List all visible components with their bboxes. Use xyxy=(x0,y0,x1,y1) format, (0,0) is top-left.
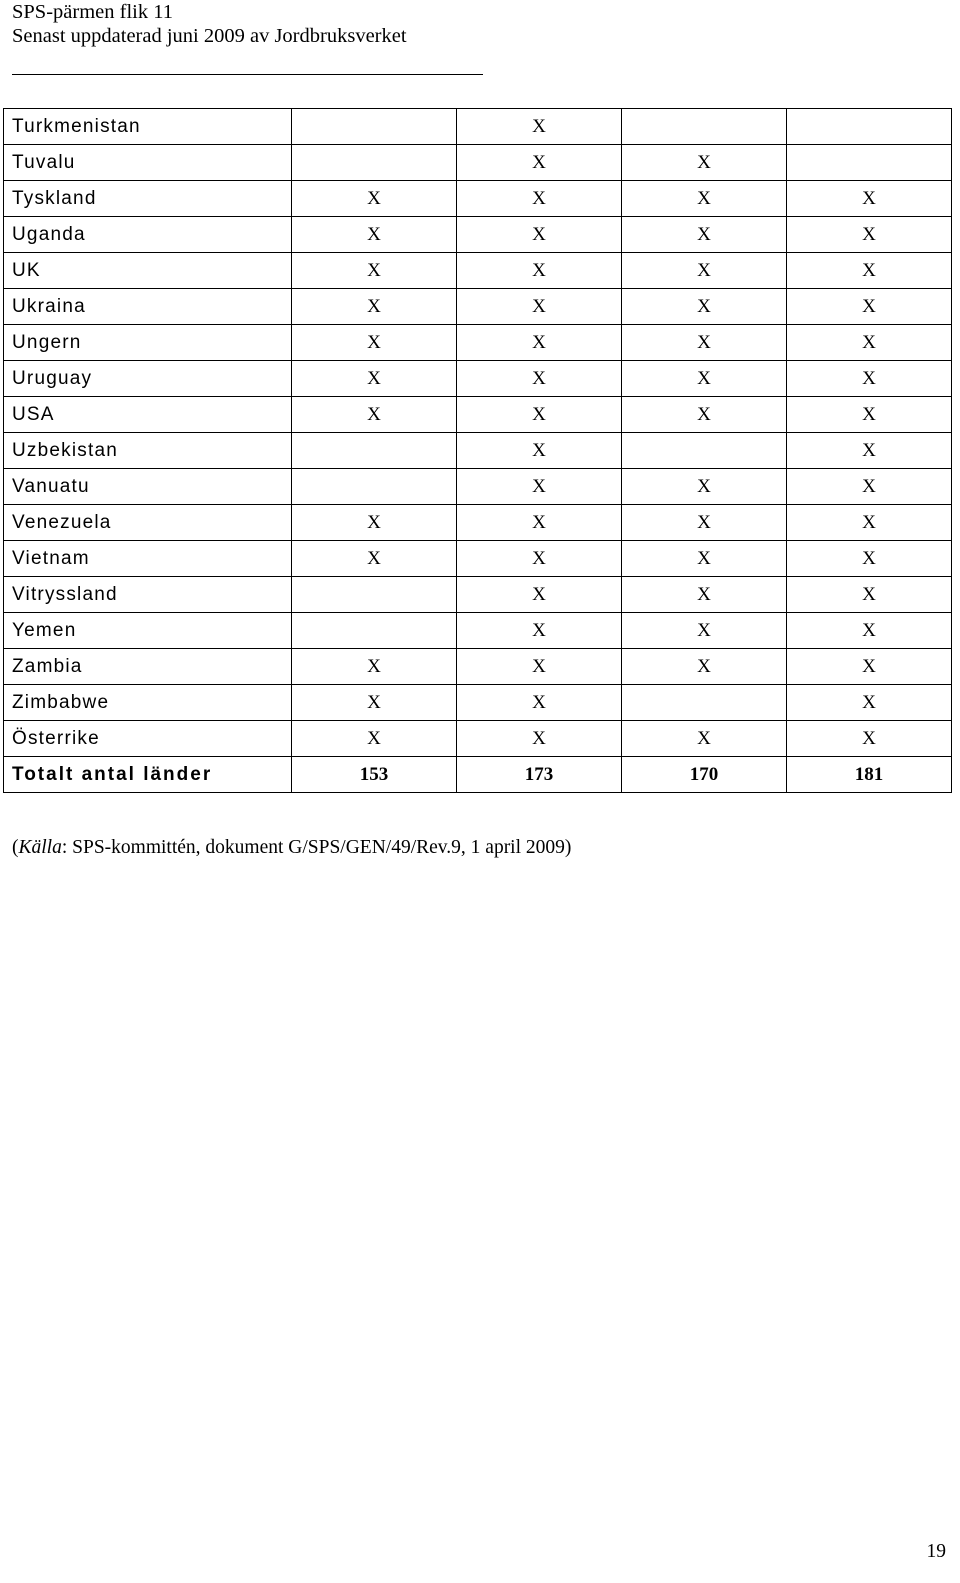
country-cell: Zimbabwe xyxy=(4,685,292,721)
mark-cell: X xyxy=(292,505,457,541)
mark-cell: X xyxy=(622,217,787,253)
mark-cell: X xyxy=(787,253,952,289)
country-cell: Uganda xyxy=(4,217,292,253)
mark-cell xyxy=(787,109,952,145)
mark-cell: X xyxy=(787,577,952,613)
table-row xyxy=(4,109,952,145)
mark-cell xyxy=(292,469,457,505)
mark-cell: X xyxy=(787,505,952,541)
mark-cell: X xyxy=(457,109,622,145)
page-header xyxy=(12,0,407,48)
mark-cell: X xyxy=(787,433,952,469)
mark-cell: X xyxy=(787,613,952,649)
mark-cell: X xyxy=(457,433,622,469)
table-row xyxy=(4,685,952,721)
mark-cell: X xyxy=(787,361,952,397)
country-cell: Tuvalu xyxy=(4,145,292,181)
mark-cell: X xyxy=(622,253,787,289)
mark-cell: X xyxy=(457,397,622,433)
table-row xyxy=(4,289,952,325)
country-cell: Turkmenistan xyxy=(4,109,292,145)
table-row xyxy=(4,577,952,613)
mark-cell: X xyxy=(457,577,622,613)
country-cell: Tyskland xyxy=(4,181,292,217)
mark-cell xyxy=(292,613,457,649)
country-cell: Venezuela xyxy=(4,505,292,541)
header-rule xyxy=(12,74,483,75)
total-row xyxy=(4,757,952,793)
total-value: 173 xyxy=(457,757,622,793)
total-label: Totalt antal länder xyxy=(4,757,292,793)
total-value: 181 xyxy=(787,757,952,793)
source-text: : SPS-kommittén, dokument G/SPS/GEN/49/Rev.9, 1 april 2009) xyxy=(61,837,572,858)
mark-cell: X xyxy=(457,541,622,577)
mark-cell: X xyxy=(457,361,622,397)
mark-cell: X xyxy=(622,181,787,217)
mark-cell: X xyxy=(292,397,457,433)
table-row xyxy=(4,361,952,397)
mark-cell: X xyxy=(292,721,457,757)
source-note xyxy=(12,837,571,859)
mark-cell: X xyxy=(457,145,622,181)
mark-cell: X xyxy=(292,253,457,289)
total-value: 153 xyxy=(292,757,457,793)
mark-cell: X xyxy=(457,181,622,217)
table-row xyxy=(4,181,952,217)
table-row xyxy=(4,541,952,577)
mark-cell: X xyxy=(292,289,457,325)
mark-cell: X xyxy=(622,613,787,649)
country-cell: Yemen xyxy=(4,613,292,649)
country-cell: Österrike xyxy=(4,721,292,757)
mark-cell: X xyxy=(622,361,787,397)
country-cell: Uruguay xyxy=(4,361,292,397)
mark-cell xyxy=(622,433,787,469)
country-cell: Uzbekistan xyxy=(4,433,292,469)
mark-cell: X xyxy=(457,613,622,649)
table-row xyxy=(4,505,952,541)
source-label: Källa xyxy=(18,837,62,858)
page-number: 19 xyxy=(926,1541,946,1562)
mark-cell xyxy=(292,577,457,613)
mark-cell: X xyxy=(787,181,952,217)
table-row xyxy=(4,469,952,505)
mark-cell: X xyxy=(787,541,952,577)
table-row xyxy=(4,217,952,253)
mark-cell xyxy=(292,109,457,145)
mark-cell: X xyxy=(622,469,787,505)
mark-cell: X xyxy=(292,649,457,685)
country-table xyxy=(3,108,952,793)
country-cell: Ungern xyxy=(4,325,292,361)
mark-cell: X xyxy=(292,181,457,217)
mark-cell: X xyxy=(787,325,952,361)
mark-cell: X xyxy=(457,685,622,721)
table-row xyxy=(4,649,952,685)
mark-cell: X xyxy=(292,325,457,361)
mark-cell: X xyxy=(292,685,457,721)
mark-cell: X xyxy=(622,325,787,361)
mark-cell: X xyxy=(787,397,952,433)
country-cell: Vitryssland xyxy=(4,577,292,613)
mark-cell: X xyxy=(622,145,787,181)
mark-cell: X xyxy=(622,721,787,757)
mark-cell: X xyxy=(787,217,952,253)
mark-cell: X xyxy=(622,505,787,541)
mark-cell: X xyxy=(457,253,622,289)
mark-cell: X xyxy=(457,721,622,757)
source-open: ( xyxy=(12,837,19,858)
header-updated: Senast uppdaterad juni 2009 av Jordbruksverket xyxy=(12,25,407,47)
mark-cell xyxy=(292,145,457,181)
table-row xyxy=(4,397,952,433)
mark-cell xyxy=(292,433,457,469)
table-row xyxy=(4,325,952,361)
table-row xyxy=(4,253,952,289)
mark-cell: X xyxy=(787,721,952,757)
country-cell: Zambia xyxy=(4,649,292,685)
header-title: SPS-pärmen flik 11 xyxy=(12,1,173,23)
country-cell: USA xyxy=(4,397,292,433)
table-body xyxy=(4,109,952,793)
mark-cell: X xyxy=(457,325,622,361)
mark-cell: X xyxy=(622,541,787,577)
table-row xyxy=(4,433,952,469)
country-cell: Vietnam xyxy=(4,541,292,577)
table-row xyxy=(4,145,952,181)
mark-cell: X xyxy=(787,649,952,685)
mark-cell: X xyxy=(787,469,952,505)
mark-cell: X xyxy=(457,649,622,685)
mark-cell: X xyxy=(622,397,787,433)
mark-cell: X xyxy=(622,577,787,613)
total-value: 170 xyxy=(622,757,787,793)
mark-cell: X xyxy=(622,289,787,325)
country-cell: Vanuatu xyxy=(4,469,292,505)
mark-cell xyxy=(622,685,787,721)
country-cell: Ukraina xyxy=(4,289,292,325)
mark-cell: X xyxy=(457,217,622,253)
country-cell: UK xyxy=(4,253,292,289)
table-row xyxy=(4,613,952,649)
mark-cell: X xyxy=(292,361,457,397)
mark-cell: X xyxy=(457,505,622,541)
mark-cell: X xyxy=(622,649,787,685)
mark-cell: X xyxy=(292,217,457,253)
mark-cell: X xyxy=(292,541,457,577)
mark-cell: X xyxy=(787,289,952,325)
mark-cell xyxy=(787,145,952,181)
table-row xyxy=(4,721,952,757)
mark-cell xyxy=(622,109,787,145)
mark-cell: X xyxy=(457,469,622,505)
mark-cell: X xyxy=(787,685,952,721)
mark-cell: X xyxy=(457,289,622,325)
